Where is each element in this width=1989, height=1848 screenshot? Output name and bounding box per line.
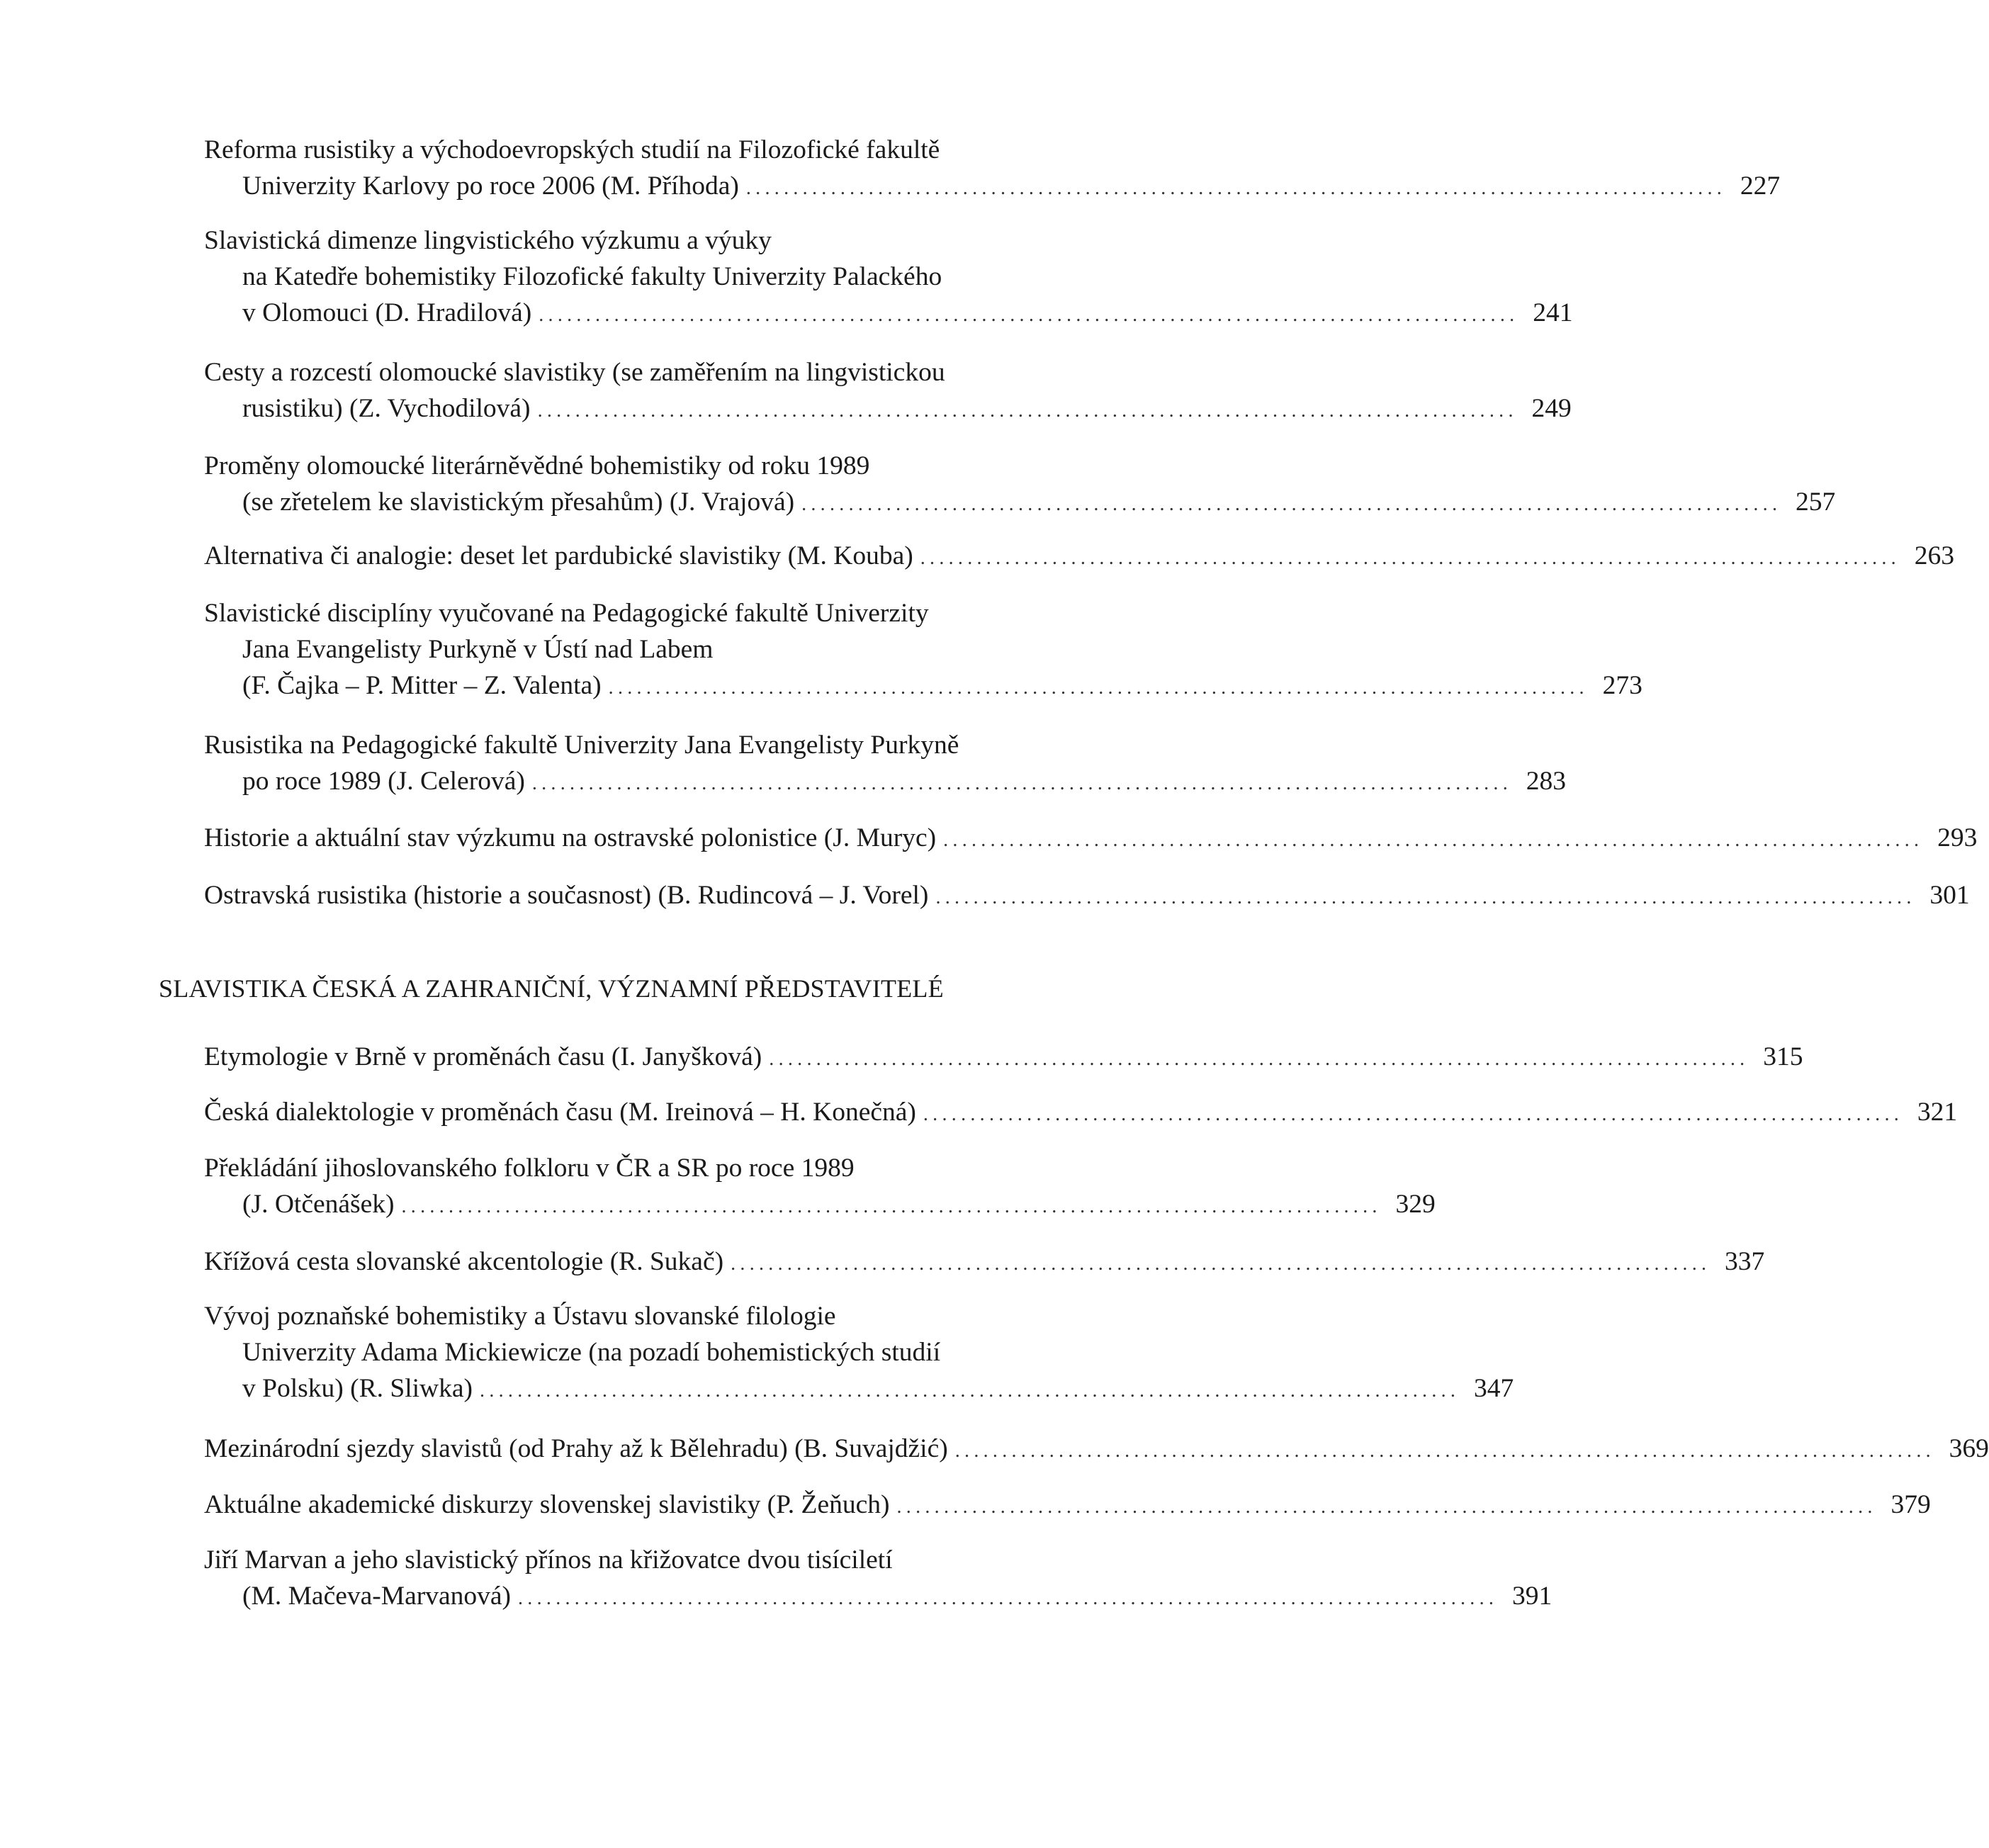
toc-entry xyxy=(204,1094,1958,1130)
entry-title-line: (F. Čajka – P. Mitter – Z. Valenta) xyxy=(242,671,602,700)
page-number: 379 xyxy=(1891,1490,1931,1519)
entry-title-line: Univerzity Adama Mickiewicze (na pozadí bohemistických studií xyxy=(242,1338,941,1367)
leader-dots: ........................................................................................................ xyxy=(935,886,1916,908)
leader-dots: ........................................................................................................ xyxy=(480,1380,1460,1402)
page-number: 263 xyxy=(1914,541,1954,570)
entry-title-line: v Olomouci (D. Hradilová) xyxy=(242,298,532,327)
entry-title-line: Univerzity Karlovy po roce 2006 (M. Příhoda) xyxy=(242,171,739,201)
entry-title-line: na Katedře bohemistiky Filozofické fakulty Univerzity Palackého xyxy=(242,262,942,291)
entry-title-line: Slavistické disciplíny vyučované na Pedagogické fakultě Univerzity xyxy=(204,599,929,628)
leader-dots: ........................................................................................................ xyxy=(539,304,1519,326)
toc-entry xyxy=(204,222,1573,331)
leader-dots: ........................................................................................................ xyxy=(745,177,1727,199)
leader-dots: ........................................................................................................ xyxy=(401,1195,1382,1217)
entry-title-line: Etymologie v Brně v proměnách času (I. Janyšková) xyxy=(204,1042,762,1071)
page-number: 283 xyxy=(1526,767,1567,796)
page-number: 249 xyxy=(1531,394,1572,423)
leader-dots: ........................................................................................................ xyxy=(769,1048,1749,1070)
toc-entry xyxy=(204,595,1643,704)
entry-title-line: Slavistická dimenze lingvistického výzkumu a výuky xyxy=(204,226,772,255)
page-number: 329 xyxy=(1395,1190,1436,1219)
entry-title-line: Ostravská rusistika (historie a současnost) (B. Rudincová – J. Vorel) xyxy=(204,881,929,910)
page-number: 391 xyxy=(1511,1582,1553,1611)
page-number: 241 xyxy=(1533,298,1573,327)
leader-dots: ........................................................................................................ xyxy=(896,1496,1877,1518)
entry-title-line: v Polsku) (R. Sliwka) xyxy=(242,1374,473,1403)
leader-dots: ........................................................................................................ xyxy=(801,493,1782,515)
entry-title-line: Reforma rusistiky a východoevropských studií na Filozofické fakultě xyxy=(204,135,940,164)
entry-title-line: po roce 1989 (J. Celerová) xyxy=(242,767,525,796)
leader-dots: ........................................................................................................ xyxy=(943,829,1924,851)
entry-title-line: Překládání jihoslovanského folkloru v ČR a SR po roce 1989 xyxy=(204,1154,855,1183)
toc-entry xyxy=(204,727,1567,799)
entry-title-line: (se zřetelem ke slavistickým přesahům) (J. Vrajová) xyxy=(242,488,795,517)
leader-dots: ........................................................................................................ xyxy=(923,1103,1904,1125)
page-number: 337 xyxy=(1725,1247,1765,1276)
toc-entry xyxy=(204,1487,1931,1523)
toc-entry xyxy=(204,1150,1436,1222)
entry-title-line: Vývoj poznaňské bohemistiky a Ústavu slovanské filologie xyxy=(204,1302,836,1331)
entry-title-line: Historie a aktuální stav výzkumu na ostravské polonistice (J. Muryc) xyxy=(204,823,937,852)
toc-entry xyxy=(204,1431,1989,1467)
toc-entry xyxy=(204,1039,1803,1075)
leader-dots: ........................................................................................................ xyxy=(608,677,1589,699)
leader-dots: ........................................................................................................ xyxy=(954,1440,1935,1462)
toc-entry xyxy=(204,820,1978,856)
toc-entry xyxy=(204,132,1781,204)
section-heading: SLAVISTIKA ČESKÁ A ZAHRANIČNÍ, VÝZNAMNÍ PŘEDSTAVITELÉ xyxy=(159,974,944,1003)
entry-title-line: Jana Evangelisty Purkyně v Ústí nad Labem xyxy=(242,635,714,664)
toc-entry xyxy=(204,1298,1514,1407)
toc-entry xyxy=(204,538,1954,574)
entry-title-line: Česká dialektologie v proměnách času (M. Ireinová – H. Konečná) xyxy=(204,1098,916,1127)
entry-title-line: Rusistika na Pedagogické fakultě Univerzity Jana Evangelisty Purkyně xyxy=(204,731,959,760)
page-number: 347 xyxy=(1473,1374,1514,1403)
leader-dots: ........................................................................................................ xyxy=(537,400,1518,422)
leader-dots: ........................................................................................................ xyxy=(731,1253,1711,1275)
page-number: 227 xyxy=(1740,171,1781,201)
page-number: 257 xyxy=(1796,488,1836,517)
entry-title-line: Jiří Marvan a jeho slavistický přínos na křižovatce dvou tisíciletí xyxy=(204,1545,893,1574)
entry-title-line: (M. Mačeva-Marvanová) xyxy=(242,1582,511,1611)
page-number: 293 xyxy=(1937,823,1978,852)
entry-title-line: Mezinárodní sjezdy slavistů (od Prahy až k Bělehradu) (B. Suvajdžić) xyxy=(204,1434,948,1463)
page-number: 301 xyxy=(1929,881,1970,910)
toc-entry xyxy=(204,354,1572,427)
page-number: 369 xyxy=(1949,1434,1989,1463)
leader-dots: ........................................................................................................ xyxy=(531,772,1513,794)
toc-entry xyxy=(204,877,1970,913)
entry-title-line: Proměny olomoucké literárněvědné bohemistiky od roku 1989 xyxy=(204,451,870,480)
leader-dots: ........................................................................................................ xyxy=(920,547,1900,569)
toc-entry xyxy=(204,448,1836,520)
entry-title-line: rusistiku) (Z. Vychodilová) xyxy=(242,394,531,423)
leader-dots: ........................................................................................................ xyxy=(518,1587,1499,1609)
entry-title-line: Alternativa či analogie: deset let pardubické slavistiky (M. Kouba) xyxy=(204,541,913,570)
entry-title-line: Cesty a rozcestí olomoucké slavistiky (se zaměřením na lingvistickou xyxy=(204,358,945,387)
page-number: 321 xyxy=(1917,1098,1958,1127)
toc-entry xyxy=(204,1244,1765,1280)
entry-title-line: (J. Otčenášek) xyxy=(242,1190,395,1219)
page-number: 273 xyxy=(1602,671,1643,700)
entry-title-line: Křížová cesta slovanské akcentologie (R. Sukač) xyxy=(204,1247,724,1276)
entry-title-line: Aktuálne akademické diskurzy slovenskej slavistiky (P. Žeňuch) xyxy=(204,1490,890,1519)
page-number: 315 xyxy=(1763,1042,1803,1071)
toc-entry xyxy=(204,1542,1553,1614)
